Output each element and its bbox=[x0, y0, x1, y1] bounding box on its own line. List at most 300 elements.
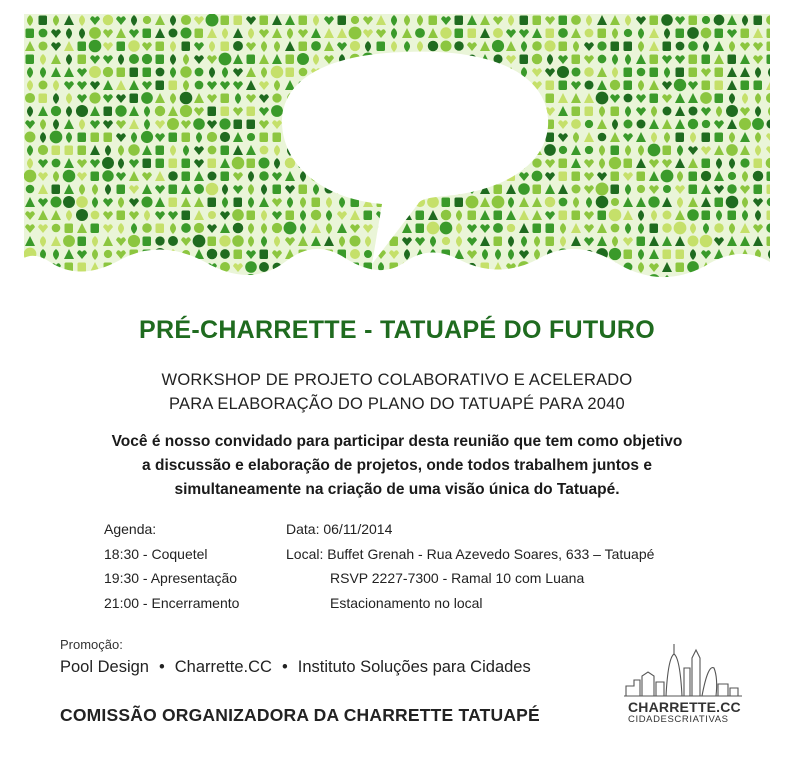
eco-icon-tile bbox=[611, 185, 620, 195]
eco-icon-tile bbox=[79, 275, 85, 286]
eco-icon-tile bbox=[559, 172, 568, 182]
eco-icon-tile bbox=[700, 235, 713, 248]
eco-icon-tile bbox=[52, 224, 61, 233]
eco-icon-tile bbox=[611, 224, 620, 233]
eco-icon-tile bbox=[208, 159, 217, 169]
eco-icon-tile bbox=[193, 235, 206, 248]
eco-icon-tile bbox=[105, 288, 111, 299]
eco-icon-tile bbox=[506, 275, 516, 285]
eco-icon-tile bbox=[415, 28, 425, 38]
eco-icon-tile bbox=[689, 289, 698, 299]
eco-icon-tile bbox=[50, 196, 61, 207]
eco-icon-tile bbox=[507, 289, 515, 297]
eco-icon-tile bbox=[726, 144, 738, 156]
eco-icon-tile bbox=[689, 185, 698, 195]
eco-icon-tile bbox=[766, 289, 776, 298]
eco-icon-tile bbox=[740, 262, 750, 272]
eco-icon-tile bbox=[284, 222, 297, 235]
eco-icon-tile bbox=[416, 263, 425, 273]
eco-icon-tile bbox=[767, 198, 776, 207]
eco-icon-tile bbox=[259, 262, 269, 272]
eco-icon-tile bbox=[571, 15, 581, 25]
eco-icon-tile bbox=[221, 146, 230, 156]
eco-icon-tile bbox=[156, 159, 165, 169]
eco-icon-tile bbox=[273, 289, 282, 299]
eco-icon-tile bbox=[532, 41, 542, 51]
event-parking: Estacionamento no local bbox=[330, 594, 483, 611]
eco-icon-tile bbox=[207, 275, 217, 285]
eco-icon-tile bbox=[650, 94, 659, 104]
eco-icon-tile bbox=[637, 237, 646, 247]
eco-icon-tile bbox=[702, 16, 710, 24]
eco-icon-tile bbox=[609, 157, 621, 169]
eco-icon-tile bbox=[467, 276, 477, 285]
eco-icon-tile bbox=[53, 288, 59, 299]
eco-icon-tile bbox=[468, 263, 476, 271]
eco-icon-tile bbox=[234, 250, 243, 260]
eco-icon-tile bbox=[403, 263, 412, 273]
eco-icon-tile bbox=[182, 250, 190, 258]
eco-icon-tile bbox=[195, 81, 204, 90]
eco-icon-tile bbox=[494, 211, 503, 221]
eco-icon-tile bbox=[51, 106, 61, 116]
event-details-block bbox=[286, 521, 654, 619]
eco-icon-tile bbox=[168, 171, 178, 181]
eco-icon-tile bbox=[715, 68, 724, 78]
eco-icon-tile bbox=[598, 211, 607, 221]
eco-icon-tile bbox=[767, 42, 776, 52]
eco-icon-tile bbox=[39, 29, 48, 38]
eco-icon-tile bbox=[51, 276, 61, 285]
eco-icon-tile bbox=[272, 93, 281, 102]
eco-icon-tile bbox=[741, 276, 750, 286]
eco-icon-tile bbox=[180, 92, 193, 105]
eco-icon-tile bbox=[544, 40, 555, 51]
eco-icon-tile bbox=[728, 211, 737, 221]
eco-icon-tile bbox=[468, 29, 477, 39]
eco-icon-tile bbox=[492, 196, 505, 209]
eco-icon-tile bbox=[157, 275, 163, 286]
eco-icon-tile bbox=[247, 120, 256, 130]
eco-icon-tile bbox=[170, 275, 176, 286]
eco-icon-tile bbox=[297, 261, 308, 272]
eco-icon-tile bbox=[247, 159, 256, 169]
eco-icon-tile bbox=[376, 275, 386, 285]
eco-icon-tile bbox=[232, 157, 245, 170]
eco-icon-tile bbox=[260, 250, 269, 260]
eco-icon-tile bbox=[104, 133, 113, 143]
eco-icon-tile bbox=[220, 262, 230, 272]
eco-icon-tile bbox=[141, 131, 153, 143]
eco-icon-tile bbox=[518, 183, 530, 195]
eco-icon-tile bbox=[234, 198, 243, 208]
eco-icon-tile bbox=[233, 41, 243, 51]
eco-icon-tile bbox=[702, 81, 711, 91]
eco-icon-tile bbox=[104, 107, 113, 117]
eco-icon-tile bbox=[38, 276, 48, 285]
eco-icon-tile bbox=[78, 42, 87, 52]
eco-icon-tile bbox=[325, 250, 334, 260]
eco-icon-tile bbox=[338, 250, 347, 260]
eco-icon-tile bbox=[454, 41, 464, 51]
eco-icon-tile bbox=[78, 55, 87, 65]
eco-icon-tile bbox=[726, 105, 738, 117]
eco-icon-tile bbox=[585, 107, 594, 117]
eco-icon-tile bbox=[25, 276, 35, 285]
eco-icon-tile bbox=[585, 250, 593, 258]
eco-icon-tile bbox=[545, 197, 556, 208]
eco-icon-tile bbox=[181, 15, 191, 25]
eco-icon-tile bbox=[637, 120, 646, 129]
eco-icon-tile bbox=[754, 185, 763, 195]
eco-icon-tile bbox=[674, 222, 687, 235]
eco-icon-tile bbox=[688, 119, 698, 129]
eco-icon-tile bbox=[52, 185, 61, 195]
eco-icon-tile bbox=[117, 276, 126, 286]
eco-icon-tile bbox=[456, 262, 462, 273]
eco-icon-tile bbox=[544, 144, 556, 156]
eco-icon-tile bbox=[727, 184, 736, 193]
eco-icon-tile bbox=[39, 94, 48, 104]
eco-icon-tile bbox=[715, 29, 724, 39]
eco-icon-tile bbox=[767, 29, 776, 39]
eco-icon-tile bbox=[221, 107, 230, 117]
eco-icon-tile bbox=[572, 250, 581, 260]
eco-icon-tile bbox=[76, 196, 88, 208]
eco-icon-tile bbox=[532, 54, 542, 64]
eco-icon-tile bbox=[25, 288, 35, 298]
eco-icon-tile bbox=[676, 68, 685, 78]
eco-icon-tile bbox=[609, 209, 622, 222]
eco-icon-tile bbox=[208, 146, 217, 155]
eco-icon-tile bbox=[219, 118, 230, 129]
eco-icon-tile bbox=[468, 211, 477, 221]
eco-icon-tile bbox=[441, 289, 451, 298]
partner-name: Pool Design bbox=[60, 658, 149, 676]
eco-icon-tile bbox=[91, 224, 100, 234]
eco-icon-tile bbox=[624, 42, 633, 52]
eco-icon-tile bbox=[206, 14, 219, 27]
eco-icon-tile bbox=[754, 81, 763, 91]
eco-icon-tile bbox=[297, 274, 309, 286]
promotion-label: Promoção: bbox=[60, 637, 123, 652]
eco-icon-tile bbox=[142, 54, 152, 64]
eco-icon-tile bbox=[91, 172, 100, 182]
eco-icon-tile bbox=[559, 263, 568, 273]
eco-icon-tile bbox=[311, 249, 321, 259]
eco-icon-tile bbox=[481, 263, 490, 273]
eco-icon-tile bbox=[532, 275, 542, 285]
eco-icon-tile bbox=[155, 289, 165, 298]
eco-icon-tile bbox=[156, 224, 165, 234]
eco-icon-tile bbox=[557, 287, 570, 300]
eco-icon-tile bbox=[63, 170, 76, 183]
eco-icon-tile bbox=[260, 146, 269, 155]
eco-icon-tile bbox=[220, 249, 230, 259]
eco-icon-tile bbox=[76, 105, 88, 117]
eco-icon-tile bbox=[144, 288, 150, 299]
eco-icon-tile bbox=[559, 81, 568, 91]
eco-icon-tile bbox=[532, 171, 543, 182]
eco-icon-tile bbox=[182, 159, 191, 169]
agenda-label: Agenda: bbox=[104, 521, 157, 537]
eco-icon-tile bbox=[624, 263, 633, 272]
eco-icon-tile bbox=[596, 196, 609, 209]
eco-icon-tile bbox=[544, 274, 555, 285]
eco-icon-tile bbox=[585, 276, 594, 286]
eco-icon-tile bbox=[702, 133, 711, 143]
eco-icon-tile bbox=[532, 288, 542, 298]
eco-icon-tile bbox=[299, 42, 308, 52]
eco-icon-tile bbox=[767, 55, 776, 65]
eco-icon-tile bbox=[364, 250, 372, 258]
eco-icon-tile bbox=[247, 211, 256, 221]
eco-icon-tile bbox=[702, 211, 711, 221]
eco-icon-tile bbox=[89, 40, 102, 53]
eco-icon-tile bbox=[246, 288, 256, 298]
eco-icon-tile bbox=[545, 289, 555, 298]
eco-icon-tile bbox=[427, 222, 440, 235]
eco-icon-tile bbox=[141, 261, 152, 272]
eco-icon-tile bbox=[518, 261, 530, 273]
eco-icon-tile bbox=[77, 288, 87, 298]
eco-icon-tile bbox=[142, 223, 152, 233]
eco-icon-tile bbox=[740, 158, 749, 167]
eco-icon-tile bbox=[141, 92, 153, 104]
eco-icon-tile bbox=[24, 170, 37, 183]
eco-icon-tile bbox=[258, 157, 269, 168]
eco-icon-tile bbox=[363, 289, 373, 298]
eco-icon-tile bbox=[586, 288, 592, 299]
eco-icon-tile bbox=[676, 42, 685, 51]
eco-icon-tile bbox=[689, 16, 698, 26]
eco-icon-tile bbox=[701, 171, 711, 181]
eco-icon-tile bbox=[311, 276, 321, 285]
eco-icon-tile bbox=[676, 29, 685, 39]
eco-icon-tile bbox=[141, 196, 152, 207]
eco-icon-tile bbox=[50, 131, 63, 144]
eco-icon-tile bbox=[701, 28, 712, 39]
eco-icon-tile bbox=[102, 157, 114, 169]
eco-icon-tile bbox=[624, 81, 633, 91]
eco-icon-tile bbox=[663, 107, 672, 116]
eco-icon-tile bbox=[103, 67, 113, 77]
eco-icon-tile bbox=[415, 288, 426, 299]
eco-icon-tile bbox=[703, 288, 709, 299]
eco-icon-tile bbox=[558, 28, 568, 38]
eco-icon-tile bbox=[156, 68, 165, 77]
eco-icon-tile bbox=[39, 16, 48, 26]
eco-icon-tile bbox=[221, 16, 230, 26]
eco-icon-tile bbox=[219, 235, 230, 246]
eco-icon-tile bbox=[650, 68, 659, 78]
eco-icon-tile bbox=[168, 263, 178, 272]
eco-icon-tile bbox=[546, 224, 555, 234]
eco-icon-tile bbox=[442, 263, 451, 273]
eco-icon-tile bbox=[311, 41, 321, 51]
eco-icon-tile bbox=[714, 15, 725, 26]
eco-icon-tile bbox=[221, 172, 230, 182]
eco-icon-tile bbox=[233, 223, 243, 233]
eco-icon-tile bbox=[416, 224, 425, 234]
eco-icon-tile bbox=[648, 196, 659, 207]
eco-icon-tile bbox=[650, 16, 659, 26]
eco-icon-tile bbox=[702, 159, 711, 169]
eco-icon-tile bbox=[271, 66, 284, 79]
eco-icon-tile bbox=[715, 94, 724, 104]
eco-icon-tile bbox=[206, 183, 219, 196]
eco-icon-tile bbox=[168, 236, 178, 246]
eco-icon-tile bbox=[755, 275, 761, 286]
eco-icon-tile bbox=[688, 236, 699, 247]
event-title: PRÉ-CHARRETTE - TATUAPÉ DO FUTURO bbox=[139, 316, 655, 344]
eco-icon-tile bbox=[64, 288, 74, 298]
eco-icon-tile bbox=[455, 198, 464, 208]
eco-icon-tile bbox=[207, 132, 217, 142]
promotion-partners bbox=[60, 658, 531, 677]
eco-icon-tile bbox=[40, 262, 46, 273]
eco-icon-tile bbox=[442, 250, 451, 260]
eco-icon-tile bbox=[650, 55, 659, 65]
eco-icon-tile bbox=[650, 224, 659, 234]
eco-icon-tile bbox=[571, 275, 581, 285]
eco-icon-tile bbox=[260, 16, 269, 26]
partner-name: Charrette.CC bbox=[174, 658, 272, 676]
eco-icon-tile bbox=[611, 42, 620, 52]
eco-icon-tile bbox=[131, 288, 137, 299]
eco-icon-tile bbox=[117, 185, 126, 195]
eco-icon-tile bbox=[402, 276, 412, 285]
eco-icon-tile bbox=[260, 133, 269, 143]
eco-icon-tile bbox=[193, 287, 205, 299]
agenda-item: 21:00 - Encerramento bbox=[104, 594, 240, 611]
eco-icon-tile bbox=[260, 289, 269, 299]
event-date: Data: 06/11/2014 bbox=[286, 521, 393, 537]
eco-icon-tile bbox=[728, 55, 737, 65]
eco-icon-tile bbox=[623, 119, 632, 128]
eco-icon-tile bbox=[232, 235, 243, 246]
eco-icon-tile bbox=[116, 288, 126, 298]
eco-icon-tile bbox=[767, 237, 776, 247]
eco-icon-tile bbox=[726, 196, 739, 209]
eco-icon-tile bbox=[676, 263, 685, 273]
eco-icon-tile bbox=[92, 288, 98, 299]
eco-icon-tile bbox=[533, 16, 542, 26]
eco-icon-tile bbox=[287, 262, 293, 273]
invitation-line-1: Você é nosso convidado para participar desta reunião que tem como objetivo bbox=[111, 433, 683, 450]
eco-icon-tile bbox=[143, 29, 152, 39]
eco-icon-tile bbox=[338, 289, 347, 299]
eco-icon-tile bbox=[89, 27, 101, 39]
eco-icon-tile bbox=[286, 211, 295, 221]
eco-icon-tile bbox=[559, 198, 568, 207]
eco-icon-tile bbox=[492, 287, 504, 299]
eco-icon-tile bbox=[546, 29, 555, 39]
eco-icon-tile bbox=[260, 276, 269, 286]
eco-icon-tile bbox=[350, 275, 360, 285]
eco-icon-tile bbox=[637, 172, 646, 182]
eco-icon-tile bbox=[312, 289, 321, 298]
eco-icon-tile bbox=[676, 289, 685, 299]
eco-icon-tile bbox=[754, 159, 763, 169]
eco-icon-tile bbox=[597, 41, 606, 50]
eco-icon-tile bbox=[676, 250, 685, 260]
eco-icon-tile bbox=[130, 250, 139, 260]
eco-icon-tile bbox=[143, 16, 151, 24]
eco-icon-tile bbox=[752, 118, 764, 130]
eco-icon-tile bbox=[104, 250, 112, 258]
event-location: Local: Buffet Grenah - Rua Azevedo Soares, 633 – Tatuapé bbox=[286, 545, 655, 562]
eco-icon-tile bbox=[598, 289, 606, 297]
eco-icon-tile bbox=[754, 289, 763, 299]
eco-icon-tile bbox=[377, 42, 386, 52]
eco-icon-tile bbox=[571, 184, 580, 193]
eco-icon-tile bbox=[714, 223, 723, 232]
eco-icon-tile bbox=[661, 170, 674, 183]
eco-icon-tile bbox=[103, 275, 113, 285]
eco-icon-tile bbox=[714, 288, 724, 298]
eco-icon-tile bbox=[285, 276, 295, 285]
eco-icon-tile bbox=[727, 276, 737, 285]
eco-icon-tile bbox=[130, 276, 139, 286]
eco-icon-tile bbox=[546, 81, 555, 91]
eco-icon-tile bbox=[324, 275, 334, 285]
eco-icon-tile bbox=[26, 55, 35, 65]
eco-icon-tile bbox=[703, 275, 709, 286]
eco-icon-tile bbox=[352, 288, 358, 299]
eco-icon-tile bbox=[350, 249, 360, 259]
eco-icon-tile bbox=[520, 276, 529, 286]
eco-icon-tile bbox=[455, 29, 464, 39]
eco-icon-tile bbox=[221, 289, 229, 297]
eco-icon-tile bbox=[754, 16, 763, 26]
eco-icon-tile bbox=[585, 120, 593, 128]
eco-icon-tile bbox=[182, 42, 191, 52]
eco-icon-tile bbox=[597, 276, 607, 285]
eco-icon-tile bbox=[169, 289, 178, 298]
eco-icon-tile bbox=[38, 145, 48, 155]
eco-icon-tile bbox=[493, 28, 503, 38]
eco-icon-tile bbox=[182, 211, 191, 221]
eco-icon-tile bbox=[766, 223, 775, 232]
eco-icon-tile bbox=[507, 224, 515, 232]
eco-icon-tile bbox=[286, 55, 295, 65]
eco-icon-tile bbox=[729, 262, 735, 273]
eco-icon-tile bbox=[364, 263, 373, 273]
eco-icon-tile bbox=[235, 288, 241, 299]
eco-icon-tile bbox=[208, 172, 217, 181]
eco-icon-tile bbox=[662, 223, 671, 232]
eco-icon-tile bbox=[389, 288, 399, 298]
separator-bullet: • bbox=[158, 658, 165, 676]
eco-icon-tile bbox=[494, 237, 503, 247]
eco-icon-tile bbox=[25, 262, 35, 272]
eco-icon-tile bbox=[715, 198, 724, 208]
eco-icon-tile bbox=[430, 275, 436, 286]
eco-icon-tile bbox=[493, 223, 503, 233]
eco-icon-tile bbox=[689, 276, 698, 286]
eco-icon-tile bbox=[273, 276, 282, 286]
eco-icon-tile bbox=[245, 274, 257, 286]
eco-icon-tile bbox=[208, 107, 217, 117]
eco-icon-tile bbox=[233, 275, 243, 285]
eco-icon-tile bbox=[700, 92, 712, 104]
eco-icon-tile bbox=[532, 263, 542, 272]
eco-icon-tile bbox=[767, 172, 776, 182]
eco-icon-tile bbox=[611, 289, 620, 298]
eco-icon-tile bbox=[559, 159, 568, 169]
eco-icon-tile bbox=[687, 261, 699, 273]
